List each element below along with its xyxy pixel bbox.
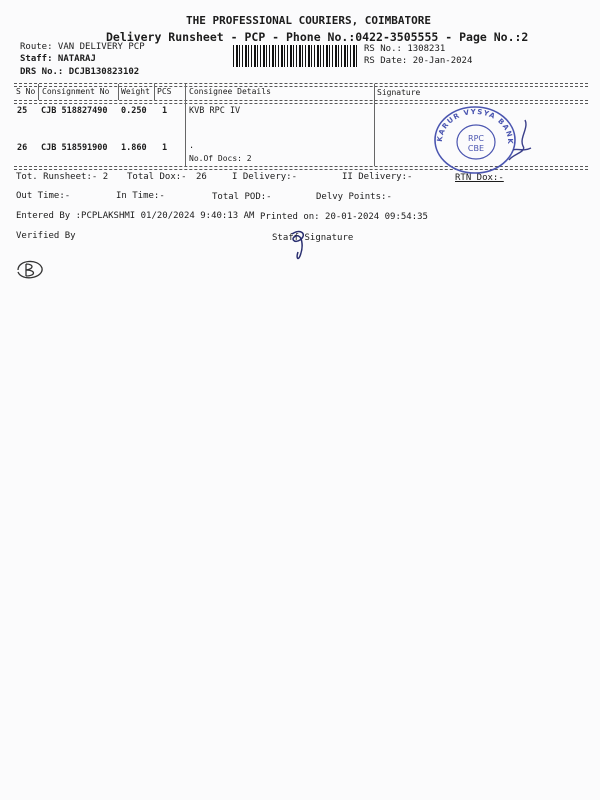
rtn-dox: RTN Dox:- [455, 173, 504, 183]
col-divider [185, 84, 186, 166]
row-pcs: 1 [162, 143, 168, 153]
verified-by: Verified By [16, 231, 76, 241]
company-title: THE PROFESSIONAL COURIERS, COIMBATORE [186, 14, 432, 27]
staff-text: Staff: NATARAJ [20, 54, 96, 64]
total-dox-label: Total Dox:- [127, 172, 187, 182]
out-time: Out Time:- [16, 191, 71, 201]
row-consignee: KVB RPC IV [189, 106, 241, 116]
tot-runsheet: Tot. Runsheet:- 2 [16, 172, 109, 182]
col-header-sno: S No [16, 87, 36, 96]
drs-number: DRS No.: DCJB130823102 [20, 67, 140, 77]
col-divider [154, 84, 155, 100]
row-consignment: CJB 518591900 [41, 143, 108, 153]
col-divider [38, 84, 39, 100]
row-doc-count: No.Of Docs: 2 [189, 154, 252, 163]
table-header-rule [14, 100, 588, 101]
row-consignment: CJB 518827490 [41, 106, 108, 116]
table-top-rule [14, 83, 588, 84]
col-header-pcs: PCS [157, 87, 172, 96]
printed-on: Printed on: 20-01-2024 09:54:35 [260, 212, 428, 222]
row-sno: 25 [17, 106, 28, 116]
ii-delivery: II Delivery:- [342, 172, 413, 182]
stamp-center-line2: CBE [467, 144, 485, 153]
barcode [233, 45, 357, 67]
runsheet-subtitle: Delivery Runsheet - PCP - Phone No.:0422-3505555 - Page No.:2 [106, 30, 529, 44]
col-header-consignment: Consignment No [42, 87, 110, 96]
i-delivery: I Delivery:- [232, 172, 298, 182]
col-divider [374, 84, 375, 166]
corner-initial-mark [14, 256, 46, 282]
row-pcs: 1 [162, 106, 168, 116]
staff-signature-mark [286, 228, 312, 262]
rs-number: RS No.: 1308231 [364, 44, 446, 54]
row-weight: 1.860 [121, 143, 147, 153]
entered-by: Entered By :PCPLAKSHMI 01/20/2024 9:40:13 AM [16, 211, 255, 221]
stamp-ring-text: KARUR VYSYA BANK [435, 107, 515, 146]
col-header-consignee: Consignee Details [189, 87, 271, 96]
signature-mark [505, 118, 535, 164]
row-sno: 26 [17, 143, 28, 153]
staff-signature-label: Staff Signature [272, 233, 354, 243]
row-weight: 0.250 [121, 106, 147, 116]
col-divider [118, 84, 119, 100]
in-time: In Time:- [116, 191, 165, 201]
col-header-weight: Weight [121, 87, 150, 96]
total-dox-value: 26 [196, 172, 207, 182]
route-text: Route: VAN DELIVERY PCP [20, 42, 145, 52]
stamp-center-line1: RPC [468, 134, 484, 143]
rs-date: RS Date: 20-Jan-2024 [364, 56, 473, 66]
delvy-points: Delvy Points:- [316, 192, 392, 202]
col-header-signature: Signature [377, 88, 421, 97]
row-consignee: . [189, 141, 195, 151]
total-pod: Total POD:- [212, 192, 272, 202]
